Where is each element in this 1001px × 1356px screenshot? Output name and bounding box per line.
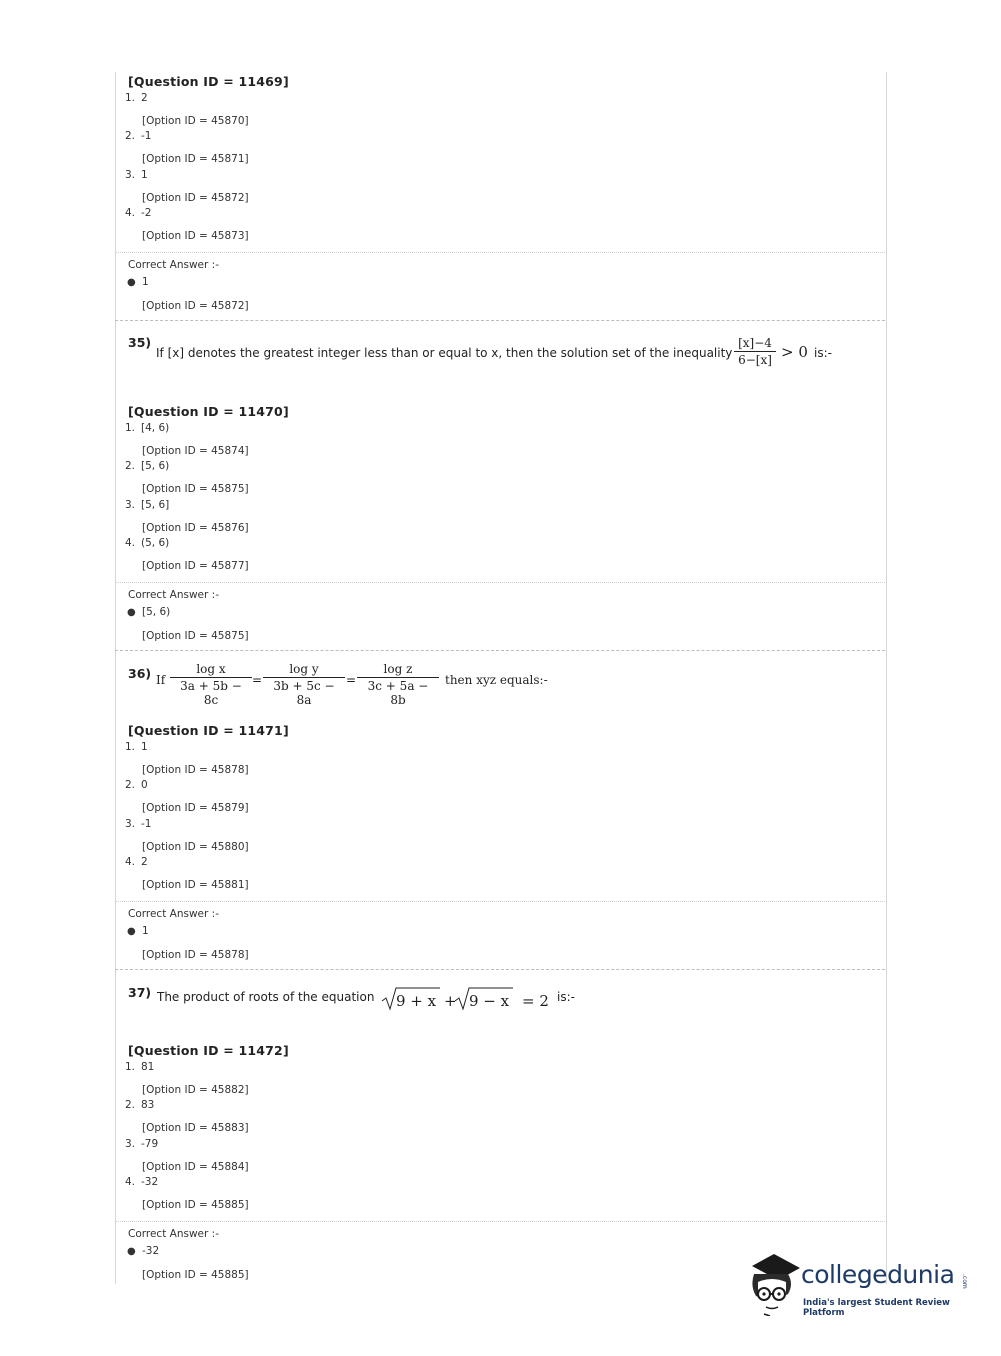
question-divider <box>115 969 885 970</box>
math-equation <box>380 985 570 1013</box>
correct-option-id: [Option ID = 45875] <box>142 630 249 642</box>
question-id: [Question ID = 11472] <box>128 1043 289 1058</box>
option-id: [Option ID = 45876] <box>142 522 249 534</box>
fraction-bar <box>170 677 252 678</box>
option-value: 81 <box>141 1061 155 1073</box>
option-number: 4. <box>125 1176 136 1188</box>
option-id: [Option ID = 45880] <box>142 841 249 853</box>
option-id: [Option ID = 45884] <box>142 1161 249 1173</box>
question-number: 37) <box>128 985 152 1000</box>
option-value: -1 <box>141 130 152 142</box>
bullet-icon: ● <box>127 926 136 937</box>
option-id: [Option ID = 45875] <box>142 483 249 495</box>
fraction-numerator: log x <box>196 662 226 676</box>
math-fraction <box>734 336 776 367</box>
fraction-denominator: 6−[x] <box>738 353 772 367</box>
correct-answer-value: -32 <box>142 1245 160 1257</box>
option-number: 1. <box>125 1061 136 1073</box>
fraction-denominator: 3b + 5c − 8a <box>273 679 335 707</box>
option-2 <box>125 460 169 472</box>
correct-option-id: [Option ID = 45885] <box>142 1269 249 1281</box>
option-id: [Option ID = 45877] <box>142 560 249 572</box>
option-value: (5, 6) <box>141 537 170 549</box>
question-prefix: If <box>156 673 166 687</box>
option-number: 2. <box>125 779 136 791</box>
option-value: [5, 6) <box>141 460 170 472</box>
fraction-numerator: log z <box>383 662 413 676</box>
fraction-numerator: log y <box>289 662 319 676</box>
option-id: [Option ID = 45883] <box>142 1122 249 1134</box>
fraction-bar <box>357 677 439 678</box>
fraction-bar <box>263 677 345 678</box>
divider <box>115 1221 885 1222</box>
option-number: 4. <box>125 207 136 219</box>
question-number: 35) <box>128 335 152 350</box>
plus-sign: + <box>444 992 457 1010</box>
correct-answer-label: Correct Answer :- <box>128 908 219 920</box>
question-number: 36) <box>128 666 152 681</box>
correct-option-id: [Option ID = 45878] <box>142 949 249 961</box>
question-suffix: is:- <box>814 346 832 360</box>
option-1 <box>125 422 169 434</box>
option-2 <box>125 130 151 142</box>
option-1 <box>125 92 148 104</box>
option-id: [Option ID = 45882] <box>142 1084 249 1096</box>
option-value: 0 <box>141 779 148 791</box>
option-number: 1. <box>125 92 136 104</box>
equation-rhs: = 2 <box>522 992 549 1010</box>
option-2 <box>125 779 148 791</box>
correct-answer-value: [5, 6) <box>142 606 171 618</box>
option-4 <box>125 1176 158 1188</box>
math-inequality: > 0 <box>781 343 808 361</box>
math-fraction <box>170 662 252 707</box>
bullet-icon: ● <box>127 607 136 618</box>
correct-answer-label: Correct Answer :- <box>128 589 219 601</box>
option-number: 3. <box>125 818 136 830</box>
option-value: -1 <box>141 818 152 830</box>
logo-wordmark: collegedunia <box>801 1260 955 1289</box>
question-text: If [x] denotes the greatest integer less than or equal to x, then the solution set of the inequality <box>156 346 733 360</box>
option-id: [Option ID = 45873] <box>142 230 249 242</box>
logo-tagline: India's largest Student Review Platform <box>803 1298 950 1318</box>
question-text: The product of roots of the equation <box>157 990 375 1004</box>
option-4 <box>125 537 169 549</box>
option-number: 3. <box>125 1138 136 1150</box>
question-id: [Question ID = 11469] <box>128 74 289 89</box>
option-id: [Option ID = 45874] <box>142 445 249 457</box>
math-fraction <box>357 662 439 707</box>
option-1 <box>125 741 148 753</box>
option-4 <box>125 207 151 219</box>
question-divider <box>115 650 885 651</box>
fraction-numerator: [x]−4 <box>738 336 772 350</box>
option-value: 1 <box>141 741 148 753</box>
option-value: 2 <box>141 92 148 104</box>
option-number: 4. <box>125 856 136 868</box>
option-3 <box>125 818 151 830</box>
option-3 <box>125 1138 158 1150</box>
bullet-icon: ● <box>127 1246 136 1257</box>
divider <box>115 582 885 583</box>
option-id: [Option ID = 45871] <box>142 153 249 165</box>
option-id: [Option ID = 45881] <box>142 879 249 891</box>
option-id: [Option ID = 45878] <box>142 764 249 776</box>
question-divider <box>115 320 885 321</box>
collegedunia-logo <box>744 1252 974 1318</box>
question-suffix: is:- <box>557 990 575 1004</box>
bullet-icon: ● <box>127 277 136 288</box>
correct-option-id: [Option ID = 45872] <box>142 300 249 312</box>
question-id: [Question ID = 11471] <box>128 723 289 738</box>
option-1 <box>125 1061 154 1073</box>
fraction-denominator: 3c + 5a − 8b <box>367 679 429 707</box>
correct-answer <box>127 1245 159 1257</box>
option-id: [Option ID = 45870] <box>142 115 249 127</box>
option-4 <box>125 856 148 868</box>
correct-answer-value: 1 <box>142 276 149 288</box>
correct-answer-label: Correct Answer :- <box>128 1228 219 1240</box>
correct-answer <box>127 925 149 937</box>
option-value: 83 <box>141 1099 155 1111</box>
option-number: 2. <box>125 460 136 472</box>
correct-answer-value: 1 <box>142 925 149 937</box>
option-number: 1. <box>125 741 136 753</box>
option-id: [Option ID = 45872] <box>142 192 249 204</box>
option-value: -32 <box>141 1176 159 1188</box>
option-value: [4, 6) <box>141 422 170 434</box>
divider <box>115 901 885 902</box>
option-id: [Option ID = 45879] <box>142 802 249 814</box>
correct-answer-label: Correct Answer :- <box>128 259 219 271</box>
math-fraction <box>263 662 345 707</box>
option-number: 1. <box>125 422 136 434</box>
option-value: -2 <box>141 207 152 219</box>
equals-sign: = <box>346 673 357 687</box>
fraction-denominator: 3a + 5b − 8c <box>180 679 242 707</box>
sqrt-radicand-1: 9 + x <box>396 992 437 1010</box>
option-number: 4. <box>125 537 136 549</box>
divider <box>115 252 885 253</box>
mascot-icon <box>744 1252 802 1316</box>
option-value: -79 <box>141 1138 159 1150</box>
option-value: [5, 6] <box>141 499 170 511</box>
correct-answer <box>127 606 170 618</box>
option-3 <box>125 169 148 181</box>
option-number: 3. <box>125 499 136 511</box>
option-id: [Option ID = 45885] <box>142 1199 249 1211</box>
correct-answer <box>127 276 149 288</box>
option-value: 1 <box>141 169 148 181</box>
option-number: 3. <box>125 169 136 181</box>
question-suffix: then xyz equals:- <box>445 673 548 687</box>
fraction-bar <box>734 351 776 352</box>
logo-domain: .com <box>961 1274 968 1289</box>
option-3 <box>125 499 169 511</box>
option-number: 2. <box>125 130 136 142</box>
equals-sign: = <box>252 673 263 687</box>
question-id: [Question ID = 11470] <box>128 404 289 419</box>
option-value: 2 <box>141 856 148 868</box>
option-number: 2. <box>125 1099 136 1111</box>
sqrt-radicand-2: 9 − x <box>469 992 510 1010</box>
option-2 <box>125 1099 154 1111</box>
